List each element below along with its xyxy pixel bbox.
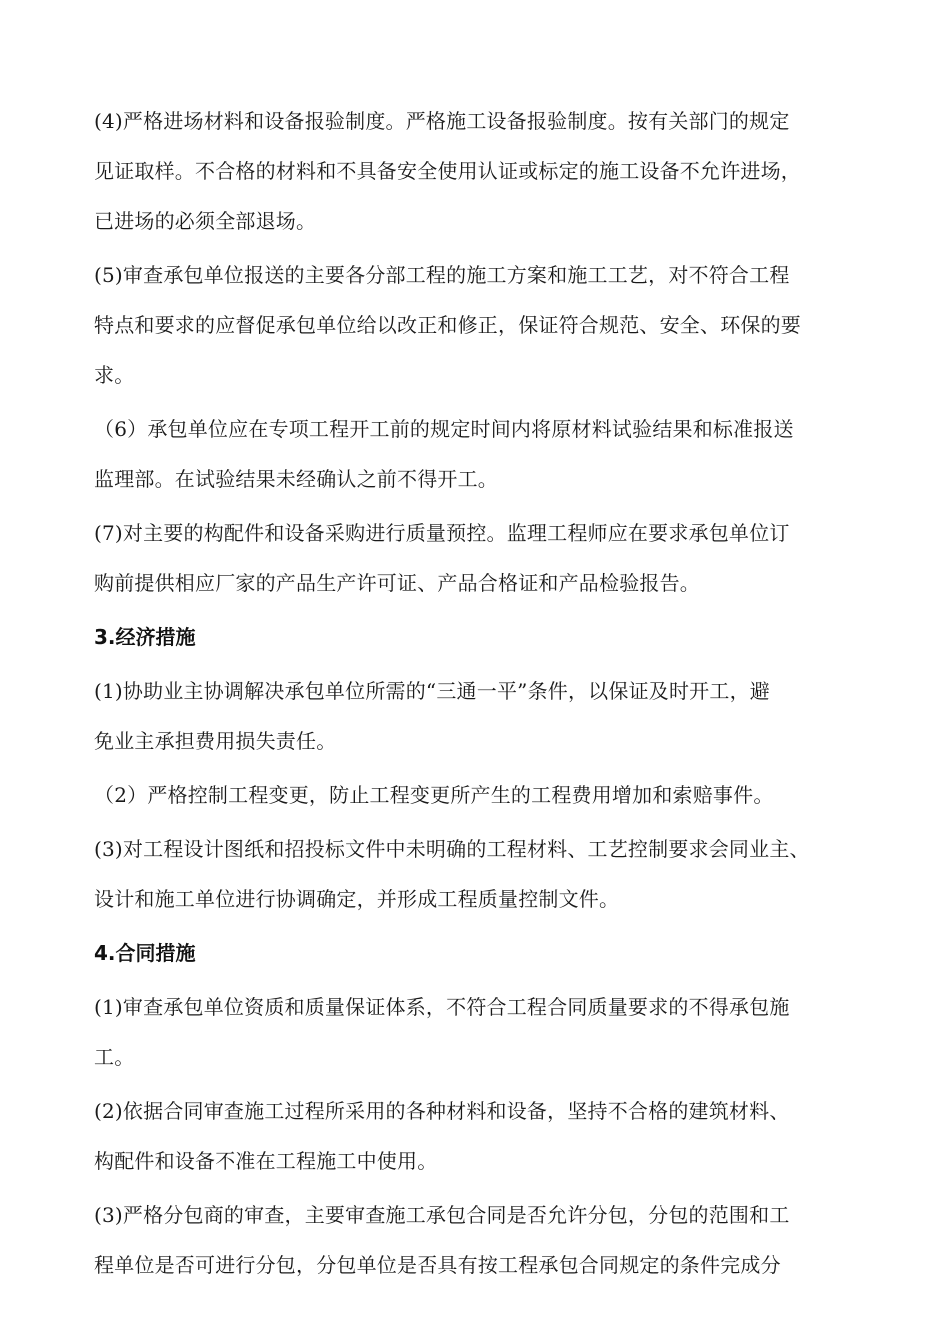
- text-line: 设计和施工单位进行协调确定，并形成工程质量控制文件。: [94, 887, 620, 911]
- text-line: (3)严格分包商的审查，主要审查施工承包合同是否允许分包，分包的范围和工: [94, 1203, 790, 1227]
- text-line: (4)严格进场材料和设备报验制度。严格施工设备报验制度。按有关部门的规定: [94, 109, 790, 133]
- text-line: (1)协助业主协调解决承包单位所需的“三通一平”条件，以保证及时开工，避: [94, 679, 770, 703]
- paragraph-5-construction-plan-review: [94, 250, 884, 400]
- paragraph-econ-3: [94, 824, 884, 924]
- text-line: 购前提供相应厂家的产品生产许可证、产品合格证和产品检验报告。: [94, 571, 700, 595]
- paragraph-4-material-inspection: [94, 96, 884, 246]
- paragraph-contract-3: [94, 1190, 884, 1290]
- paragraph-econ-1: [94, 666, 884, 766]
- document-body: [94, 96, 884, 1294]
- text-line: (3)对工程设计图纸和招投标文件中未明确的工程材料、工艺控制要求会同业主、: [94, 837, 810, 861]
- text-line: (1)审查承包单位资质和质量保证体系，不符合工程合同质量要求的不得承包施: [94, 995, 790, 1019]
- text-line: 监理部。在试验结果未经确认之前不得开工。: [94, 467, 498, 491]
- paragraph-6-test-results: [94, 404, 884, 504]
- text-line: 见证取样。不合格的材料和不具备安全使用认证或标定的施工设备不允许进场，: [94, 159, 801, 183]
- section-heading-contract-measures: 4.合同措施: [94, 941, 196, 965]
- paragraph-7-procurement-control: [94, 508, 884, 608]
- section-heading-economic-measures: 3.经济措施: [94, 625, 196, 649]
- text-line: （2）严格控制工程变更，防止工程变更所产生的工程费用增加和索赔事件。: [94, 783, 774, 807]
- text-line: 特点和要求的应督促承包单位给以改正和修正，保证符合规范、安全、环保的要: [94, 313, 801, 337]
- text-line: 构配件和设备不准在工程施工中使用。: [94, 1149, 438, 1173]
- paragraph-econ-2: [94, 770, 884, 820]
- text-line: 工。: [94, 1045, 135, 1069]
- text-line: 免业主承担费用损失责任。: [94, 729, 337, 753]
- text-line: 求。: [94, 363, 135, 387]
- text-line: 已进场的必须全部退场。: [94, 209, 317, 233]
- text-line: (5)审查承包单位报送的主要各分部工程的施工方案和施工工艺，对不符合工程: [94, 263, 790, 287]
- text-line: 程单位是否可进行分包，分包单位是否具有按工程承包合同规定的条件完成分: [94, 1253, 781, 1277]
- paragraph-contract-1: [94, 982, 884, 1082]
- text-line: (7)对主要的构配件和设备采购进行质量预控。监理工程师应在要求承包单位订: [94, 521, 790, 545]
- text-line: (2)依据合同审查施工过程所采用的各种材料和设备，坚持不合格的建筑材料、: [94, 1099, 790, 1123]
- text-line: （6）承包单位应在专项工程开工前的规定时间内将原材料试验结果和标准报送: [94, 417, 794, 441]
- paragraph-contract-2: [94, 1086, 884, 1186]
